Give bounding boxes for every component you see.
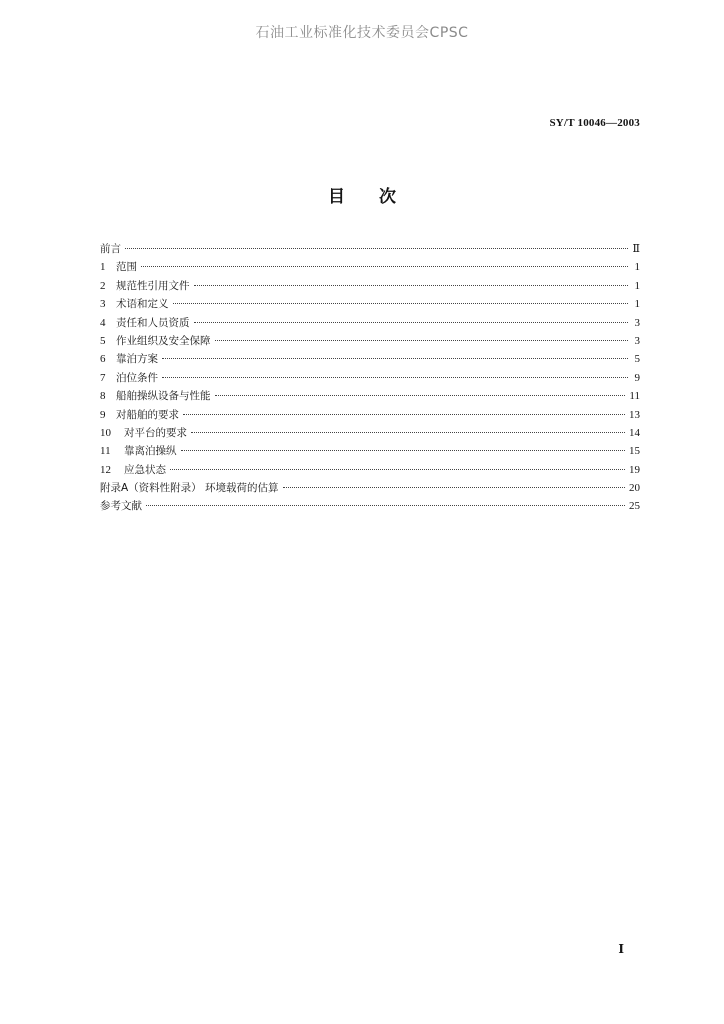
toc-leader-dots xyxy=(141,266,628,267)
toc-leader-dots xyxy=(146,505,625,506)
toc-entry-number: 7 xyxy=(100,371,106,384)
toc-entry-label: 规范性引用文件 xyxy=(116,279,190,292)
toc-entry-page: 9 xyxy=(634,371,640,384)
toc-leader-dots xyxy=(194,322,629,323)
toc-entry-3[interactable] xyxy=(100,295,640,313)
toc-entry-page: 19 xyxy=(629,463,640,476)
toc-entry-number: 9 xyxy=(100,408,106,421)
toc-entry-12[interactable] xyxy=(100,461,640,479)
toc-entry-number: 10 xyxy=(100,426,111,439)
toc-entry-11[interactable] xyxy=(100,442,640,460)
toc-entry-9[interactable] xyxy=(100,406,640,424)
toc-leader-dots xyxy=(181,450,626,451)
toc-entry-appendix-a[interactable] xyxy=(100,479,640,497)
toc-entry-label: 对平台的要求 xyxy=(124,426,187,439)
toc-entry-5[interactable] xyxy=(100,332,640,350)
toc-entry-page: 25 xyxy=(629,500,640,513)
toc-entry-page: 13 xyxy=(629,408,640,421)
toc-entry-2[interactable] xyxy=(100,277,640,295)
toc-entry-4[interactable] xyxy=(100,314,640,332)
toc-leader-dots xyxy=(170,469,625,470)
toc-leader-dots xyxy=(191,432,625,433)
toc-entry-number: 4 xyxy=(100,316,106,329)
toc-entry-page: 5 xyxy=(634,353,640,366)
toc-leader-dots xyxy=(125,248,628,249)
toc-entry-1[interactable] xyxy=(100,258,640,276)
toc-entry-label: 前言 xyxy=(100,243,121,255)
toc-entry-label: 靠泊方案 xyxy=(116,353,158,366)
toc-entry-8[interactable] xyxy=(100,387,640,405)
toc-entry-number: 6 xyxy=(100,353,106,366)
toc-entry-number: 12 xyxy=(100,463,111,476)
toc-entry-page: 11 xyxy=(629,390,640,403)
toc-entry-number: 8 xyxy=(100,390,106,403)
toc-leader-dots xyxy=(283,487,625,488)
toc-entry-page: 3 xyxy=(634,334,640,347)
toc-title: 目次 xyxy=(328,187,430,207)
toc-entry-label: 附录A（资料性附录） 环境载荷的估算 xyxy=(100,482,279,495)
toc-entry-page: 1 xyxy=(634,279,640,292)
toc-leader-dots xyxy=(162,377,628,378)
toc-entry-label: 泊位条件 xyxy=(116,371,158,384)
toc-entry-page: 3 xyxy=(634,316,640,329)
toc-leader-dots xyxy=(194,285,629,286)
toc-entry-page: 20 xyxy=(629,482,640,495)
toc-entry-foreword[interactable] xyxy=(100,240,640,258)
toc-entry-7[interactable] xyxy=(100,369,640,387)
toc-entry-number: 5 xyxy=(100,334,106,347)
toc-entry-6[interactable] xyxy=(100,350,640,368)
toc-leader-dots xyxy=(183,414,625,415)
toc-entry-page: 1 xyxy=(634,261,640,274)
toc-entry-number: 1 xyxy=(100,261,106,274)
toc-entry-label: 应急状态 xyxy=(124,463,166,476)
toc-entry-label: 靠离泊操纵 xyxy=(124,445,177,458)
toc-leader-dots xyxy=(173,303,629,304)
toc-leader-dots xyxy=(215,395,626,396)
standard-code: SY/T 10046—2003 xyxy=(549,117,640,129)
toc-entry-10[interactable] xyxy=(100,424,640,442)
toc-entry-references[interactable] xyxy=(100,497,640,515)
toc-entry-page: Ⅱ xyxy=(632,243,640,255)
toc-leader-dots xyxy=(215,340,629,341)
toc-entry-label: 作业组织及安全保障 xyxy=(116,334,211,347)
toc-entry-label: 船舶操纵设备与性能 xyxy=(116,390,211,403)
toc-entry-label: 责任和人员资质 xyxy=(116,316,190,329)
page-number: Ⅰ xyxy=(618,942,624,956)
toc-entry-label: 参考文献 xyxy=(100,500,142,513)
toc-entry-number: 2 xyxy=(100,279,106,292)
toc-entry-label: 范围 xyxy=(116,261,137,274)
toc-entry-label: 对船舶的要求 xyxy=(116,408,179,421)
table-of-contents xyxy=(100,240,640,516)
toc-entry-page: 1 xyxy=(634,298,640,311)
watermark-header: 石油工业标准化技术委员会CPSC xyxy=(255,25,469,41)
toc-entry-number: 3 xyxy=(100,298,106,311)
toc-leader-dots xyxy=(162,358,628,359)
toc-entry-page: 15 xyxy=(629,445,640,458)
toc-entry-label: 术语和定义 xyxy=(116,298,169,311)
toc-entry-page: 14 xyxy=(629,426,640,439)
toc-entry-number: 11 xyxy=(100,445,111,458)
